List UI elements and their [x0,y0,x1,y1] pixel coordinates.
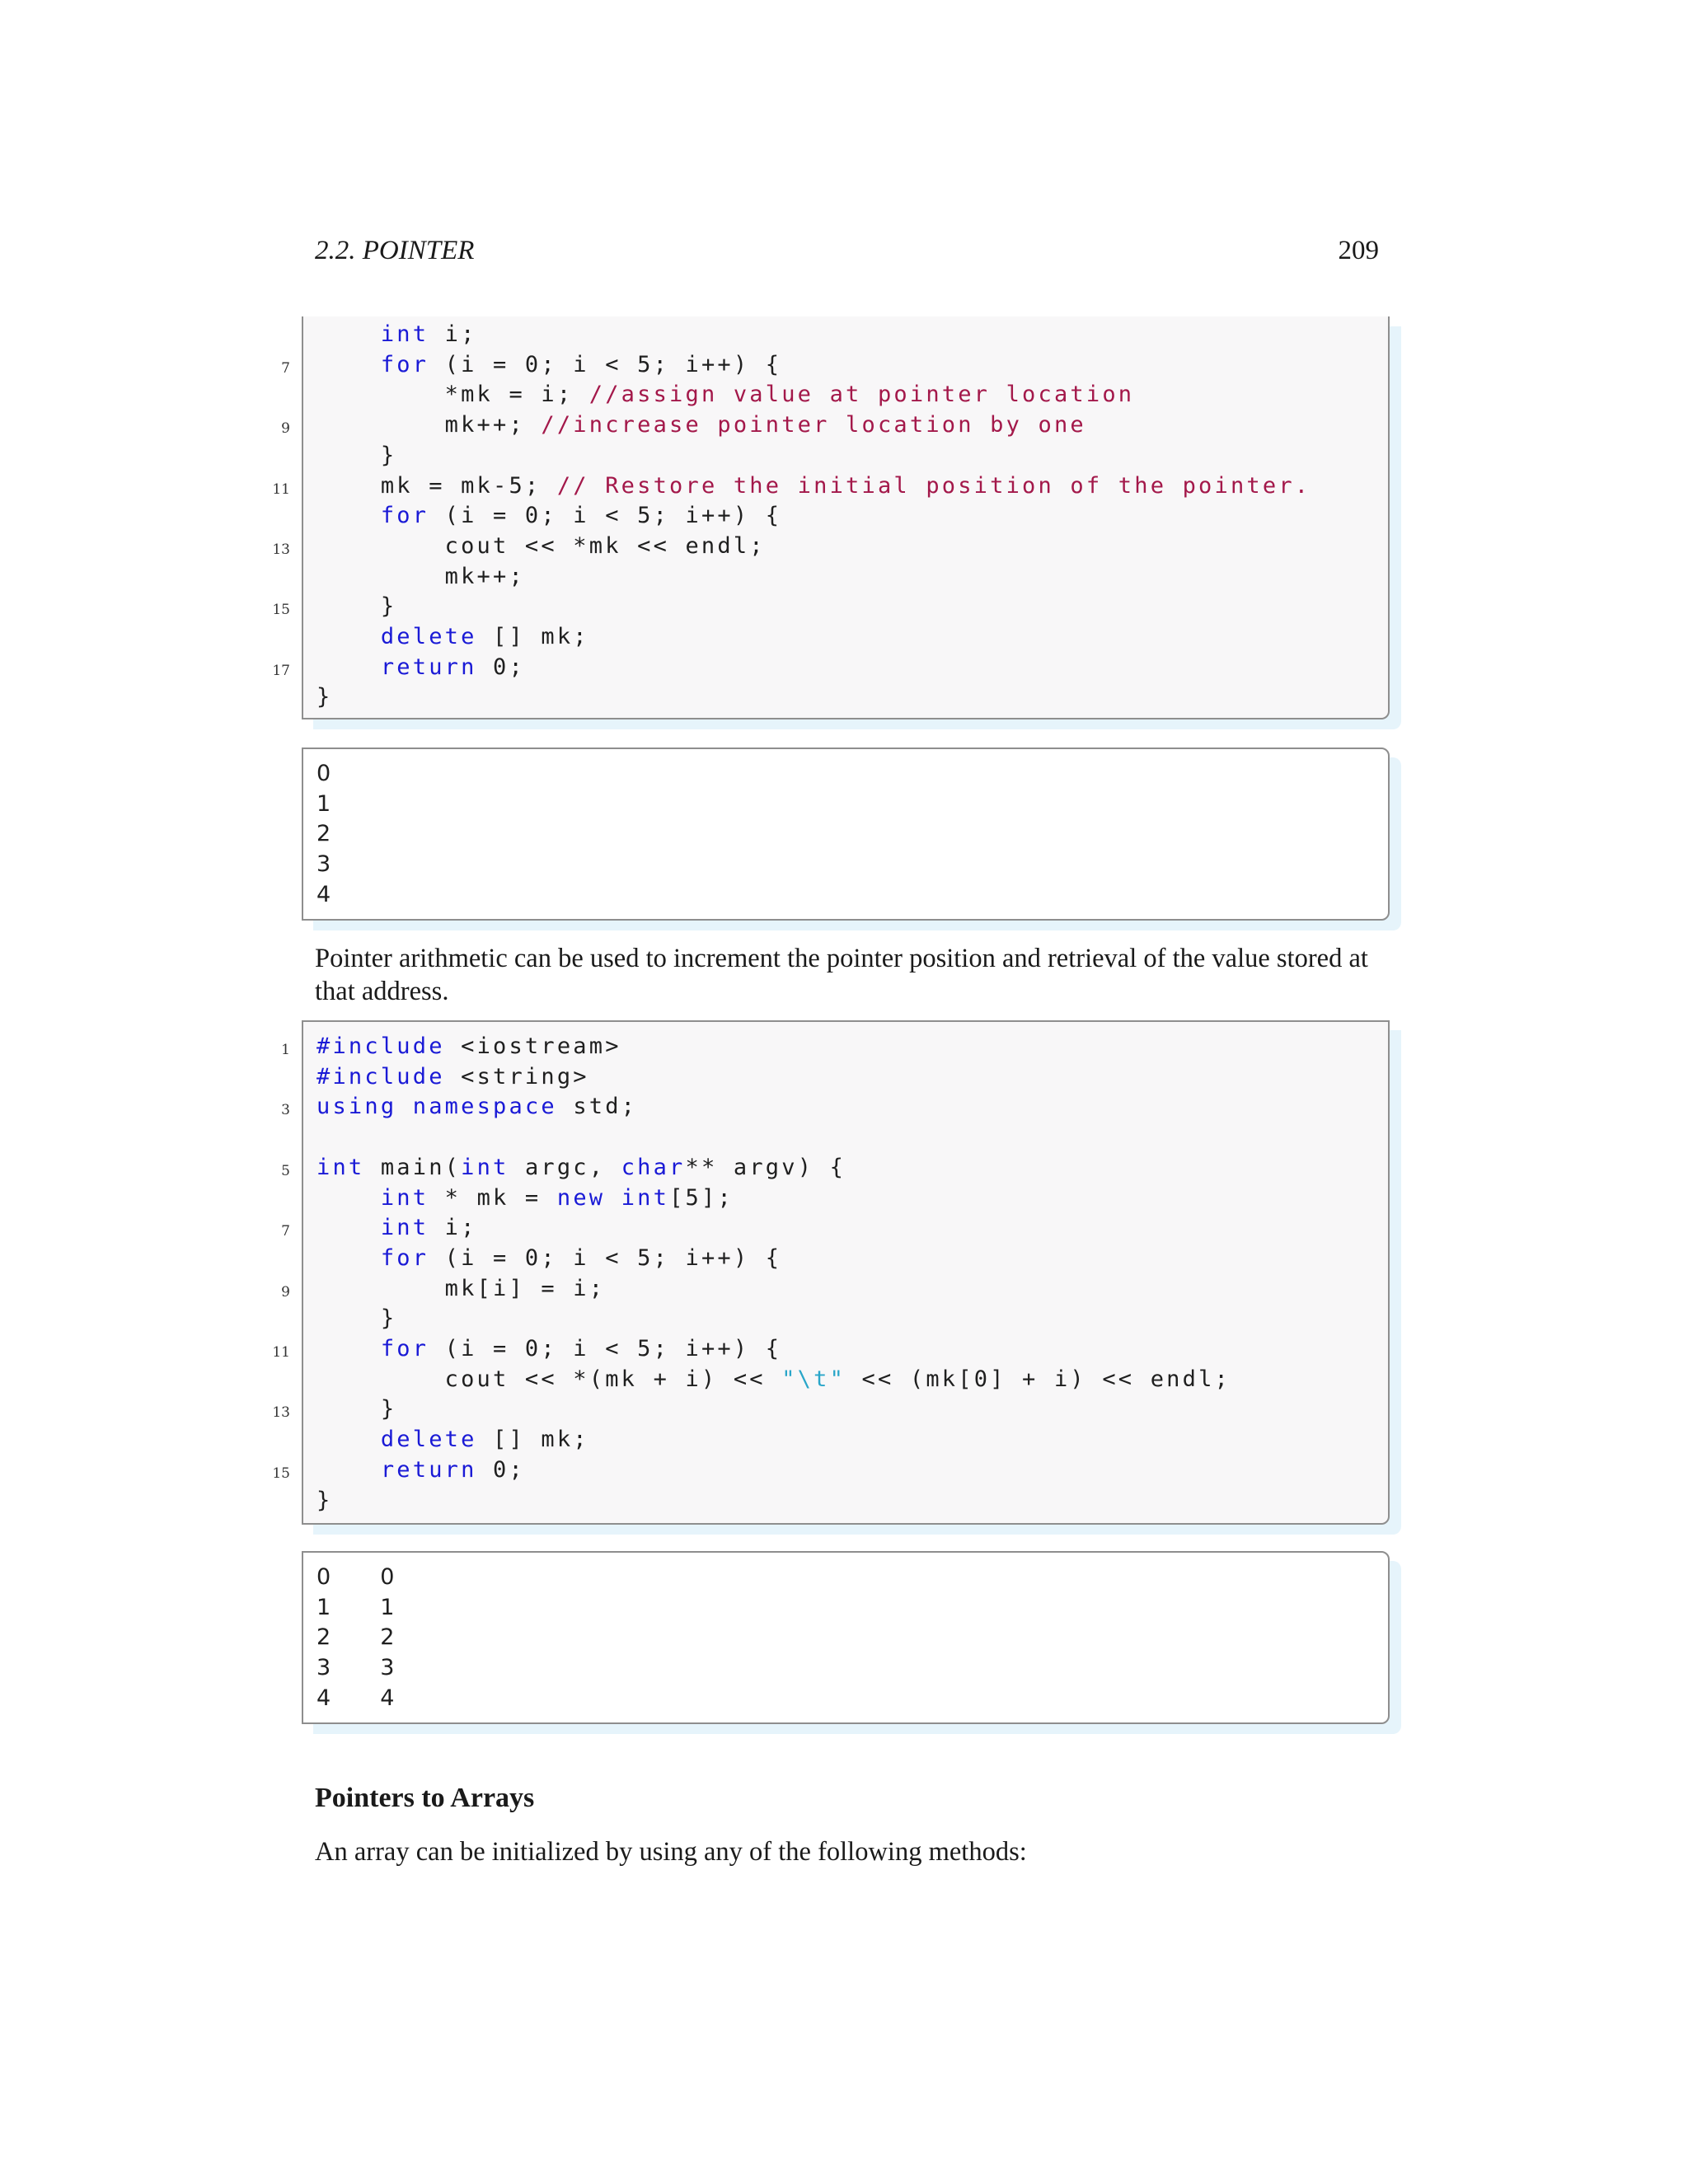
code-token [316,654,381,680]
code-token [605,1185,621,1211]
code-text [316,1062,589,1093]
output-text: 1 1 [316,1594,395,1620]
code-line [272,1334,1388,1365]
output-box-2 [302,1551,1390,1724]
output-text: 0 [316,761,331,786]
code-text [316,380,1134,410]
code-token: cout << *mk << endl; [316,532,766,559]
code-token: } [316,1487,333,1513]
code-token: (i = 0; i < 5; i++) { [429,1336,782,1361]
code-line [303,1062,1388,1093]
line-number: 1 [281,1042,290,1058]
code-preprocessor: #include [316,1063,445,1090]
line-number: 13 [272,1404,290,1422]
line-number: 7 [281,359,290,377]
code-token: mk = mk-5; [316,472,557,499]
code-line [303,441,1388,471]
section-title: 2.2. POINTER [315,236,475,265]
code-preprocessor: #include [316,1033,445,1059]
output-text: 3 3 [316,1655,395,1681]
code-text [316,1092,637,1122]
code-line [303,320,1388,350]
code-keyword: int [621,1184,670,1211]
code-token: <string> [444,1063,589,1090]
code-comment: // Restore the initial position of the pointer. [556,472,1311,499]
code-text [316,350,781,381]
code-token: } [316,1305,397,1332]
line-number: 13 [272,541,290,558]
code-keyword: int [316,1154,365,1180]
code-line [272,532,1388,562]
code-token: [] mk; [476,1427,589,1453]
code-line [303,622,1388,653]
code-line [272,471,1388,502]
code-token: i; [429,321,477,347]
output-line [303,850,1388,880]
code-line [272,1455,1388,1486]
code-line [303,1122,1388,1153]
code-token [316,1427,381,1452]
output-line [303,759,1388,790]
line-number: 5 [281,1162,290,1179]
output-text: 2 2 [316,1624,395,1651]
code-text [316,1334,781,1365]
code-keyword: for [380,1244,429,1271]
code-token: main( [364,1154,462,1180]
code-listing-2 [272,1020,1390,1525]
code-text [316,501,781,532]
paragraph-array-init: An array can be initialized by using any of the following methods: [315,1837,1027,1867]
code-token [316,1215,381,1240]
code-keyword: for [380,503,429,529]
code-line [272,1394,1388,1425]
output-line [303,1563,1388,1593]
code-text [316,682,332,713]
code-token: * mk = [429,1184,557,1211]
output-box-1 [302,748,1390,921]
code-token: *mk = i; [316,382,589,408]
code-text [316,1153,846,1183]
code-token: } [316,593,397,620]
code-line [303,1244,1388,1274]
code-text [316,471,1311,502]
code-text [316,441,396,471]
code-line [281,1274,1388,1305]
code-keyword: int [380,1184,429,1211]
page-header [315,236,1379,274]
code-string: "\t" [781,1366,846,1392]
line-number: 15 [272,1465,290,1482]
code-token [316,352,381,377]
line-number: 17 [272,662,290,679]
line-number: 11 [272,480,290,498]
code-keyword: int [461,1154,509,1180]
code-line [303,1365,1388,1395]
code-token [316,503,381,528]
code-text [316,592,396,622]
code-text [316,1244,781,1274]
code-token: 0; [476,654,525,680]
code-text [316,1183,734,1214]
output-line [303,880,1388,911]
code-text [316,562,525,593]
code-token: << (mk[0] + i) << endl; [846,1366,1231,1392]
code-line [303,1425,1388,1455]
code-line [303,1304,1388,1334]
code-token [316,1336,381,1361]
code-token [316,1457,381,1483]
output-line [303,1653,1388,1684]
code-token: cout << *(mk + i) << [316,1366,782,1392]
output-text: 4 [316,881,331,907]
code-keyword: return [380,1456,477,1483]
code-token: 0; [476,1456,525,1483]
code-line [303,1183,1388,1214]
subheading-pointers-to-arrays: Pointers to Arrays [315,1783,535,1813]
code-keyword: char [621,1154,686,1180]
code-line [272,592,1388,622]
code-token: } [316,684,333,710]
output-text: 0 0 [316,1564,395,1590]
output-line [303,1684,1388,1714]
code-text [316,320,477,350]
code-text [316,1394,396,1425]
code-token: <iostream> [444,1033,621,1059]
code-token: std; [556,1094,638,1120]
page-number: 209 [1338,236,1379,265]
code-line [281,1032,1388,1062]
code-keyword: delete [380,1427,477,1453]
code-token: mk[i] = i; [316,1275,606,1301]
code-text [316,1365,1231,1395]
code-token [316,624,381,649]
code-comment: //increase pointer location by one [541,412,1086,438]
code-token: ** argv) { [685,1154,846,1180]
code-token: argc, [509,1154,621,1180]
output-text: 1 [316,790,331,817]
code-text [316,1032,621,1062]
code-token: (i = 0; i < 5; i++) { [429,1244,782,1271]
code-token: mk++; [316,563,525,589]
code-token: [5]; [669,1184,734,1211]
output-line [303,1593,1388,1624]
code-line [303,562,1388,593]
line-number: 3 [281,1102,290,1119]
code-line [272,653,1388,683]
code-line [303,682,1388,713]
code-text [316,1304,396,1334]
code-text [316,1213,477,1244]
paragraph-pointer-arithmetic: Pointer arithmetic can be used to increment the pointer position and retrieval of the value stored at that address. [315,944,1368,1006]
code-token [316,1185,381,1211]
code-token: (i = 0; i < 5; i++) { [429,351,782,377]
code-comment: //assign value at pointer location [588,382,1135,408]
code-text [316,1455,525,1486]
code-keyword: int [380,1215,429,1241]
code-keyword: using [316,1094,397,1120]
code-token: [] mk; [476,624,589,649]
code-line [281,1092,1388,1122]
code-token: } [316,442,397,468]
code-token: mk++; [316,412,542,438]
code-token: (i = 0; i < 5; i++) { [429,503,782,529]
output-line [303,1623,1388,1653]
code-token: i; [429,1215,477,1241]
code-keyword: int [380,321,429,347]
code-line [281,1213,1388,1244]
code-line [303,501,1388,532]
line-number: 9 [281,420,290,438]
code-line [281,350,1388,381]
code-keyword: namespace [412,1094,557,1120]
code-text [316,1486,332,1516]
code-token [316,321,381,347]
line-number: 7 [281,1223,290,1240]
code-listing-1 [272,316,1390,719]
code-text [316,532,766,562]
output-text: 2 [316,821,331,847]
line-number: 9 [281,1283,290,1301]
code-line [303,1486,1388,1516]
code-text [316,1274,605,1305]
code-line [281,1153,1388,1183]
code-line [281,410,1388,441]
code-token: } [316,1396,397,1422]
output-text: 3 [316,851,331,878]
code-keyword: for [380,351,429,377]
line-number: 15 [272,602,290,619]
output-text: 4 4 [316,1685,395,1711]
code-text [316,653,525,683]
output-line [303,790,1388,820]
output-line [303,819,1388,850]
code-token [396,1094,412,1119]
code-keyword: new [556,1184,606,1211]
code-keyword: for [380,1336,429,1361]
code-token [316,1245,381,1271]
code-text [316,410,1086,441]
code-keyword: return [380,654,477,680]
code-line [303,380,1388,410]
code-text [316,1425,589,1455]
line-number: 11 [272,1344,290,1361]
code-text [316,622,589,653]
code-keyword: delete [380,624,477,649]
